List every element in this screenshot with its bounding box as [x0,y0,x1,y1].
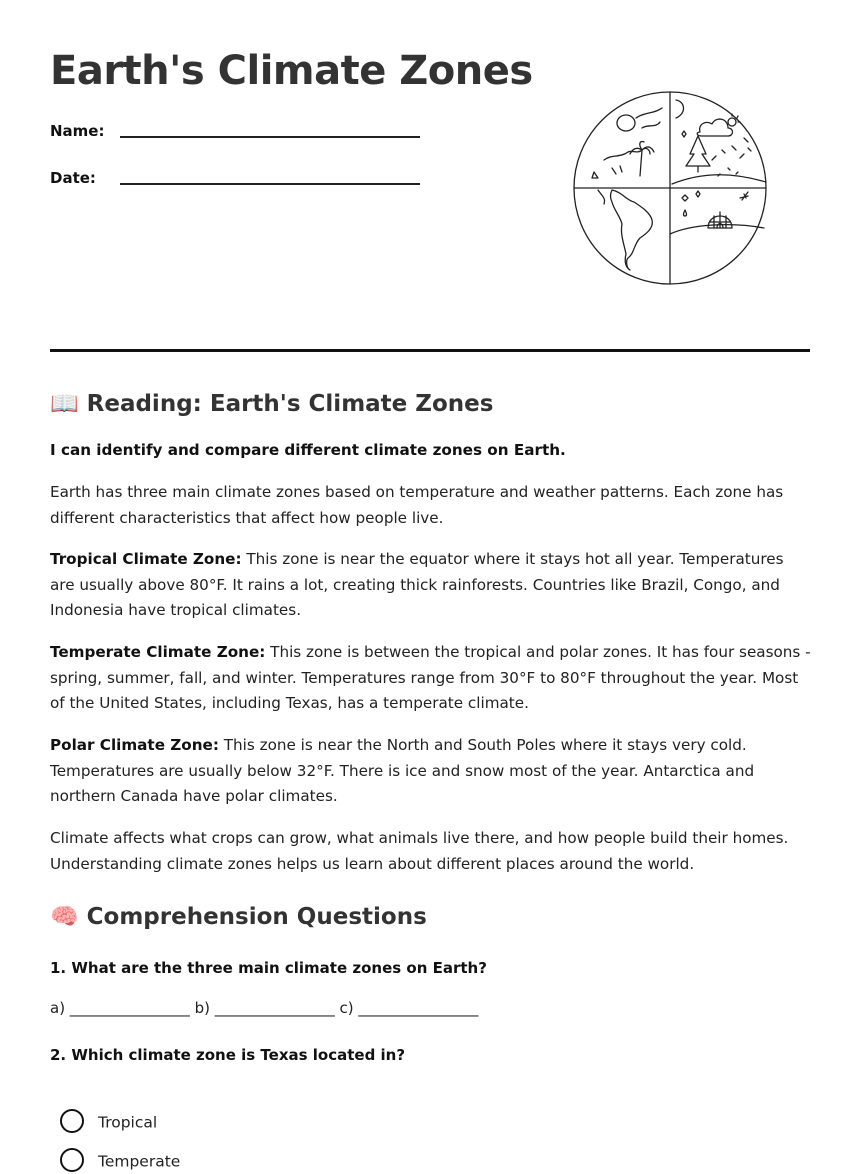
open-book-icon: 📖 [50,391,79,417]
tropical-paragraph [50,547,812,624]
temperate-label: Temperate Climate Zone: [50,643,266,661]
reading-heading [50,390,493,417]
learning-goal: I can identify and compare different climate zones on Earth. [50,441,566,459]
name-field [50,122,104,140]
date-line[interactable] [120,183,420,185]
tropical-text: This zone is near the equator where it stays hot all year. Temperatures are usually above 80°F. It rains a lot, creating thick rainforests. Countries like Brazil, Congo, and Indonesia have tropical climates. [50,550,784,619]
temperate-text: This zone is between the tropical and polar zones. It has four seasons - spring, summer, fall, and winter. Temperatures range from 30°F to 80°F throughout the year. Most of the United States, including Texas, has a temperate climate. [50,643,811,712]
name-line[interactable] [120,136,420,138]
question-2: 2. Which climate zone is Texas located in? [50,1046,406,1064]
questions-heading-text: Comprehension Questions [86,904,427,930]
questions-heading [50,903,427,930]
polar-paragraph [50,733,812,810]
option-label: Temperate [98,1152,181,1171]
reading-heading-text: Reading: Earth's Climate Zones [86,391,494,417]
closing-paragraph: Climate affects what crops can grow, what animals live there, and how people build their homes. Understanding climate zones helps us learn about different places around the world. [50,829,789,873]
intro-paragraph: Earth has three main climate zones based on temperature and weather patterns. Each zone has different characteristics that affect how people live. [50,483,784,527]
date-field [50,169,96,187]
option-label: Tropical [98,1113,158,1132]
name-label: Name: [50,122,105,140]
polar-text: This zone is near the North and South Poles where it stays very cold. Temperatures are usually below 32°F. There is ice and snow most of the year. Antarctica and northern Canada have polar climates. [50,736,755,805]
polar-label: Polar Climate Zone: [50,736,219,754]
radio-circle[interactable] [60,1109,84,1133]
climate-globe-illustration [572,88,770,288]
section-divider [50,349,810,352]
tropical-label: Tropical Climate Zone: [50,550,242,568]
question-1: 1. What are the three main climate zones on Earth? [50,959,487,977]
page-title: Earth's Climate Zones [50,48,533,94]
brain-icon: 🧠 [50,904,79,930]
option-tropical[interactable] [60,1111,157,1135]
radio-circle[interactable] [60,1148,84,1172]
date-label: Date: [50,169,96,187]
temperate-paragraph [50,640,812,717]
question-1-answer-blanks[interactable]: a) ________________ b) ________________ c) ________________ [50,999,479,1017]
option-temperate[interactable] [60,1150,180,1174]
